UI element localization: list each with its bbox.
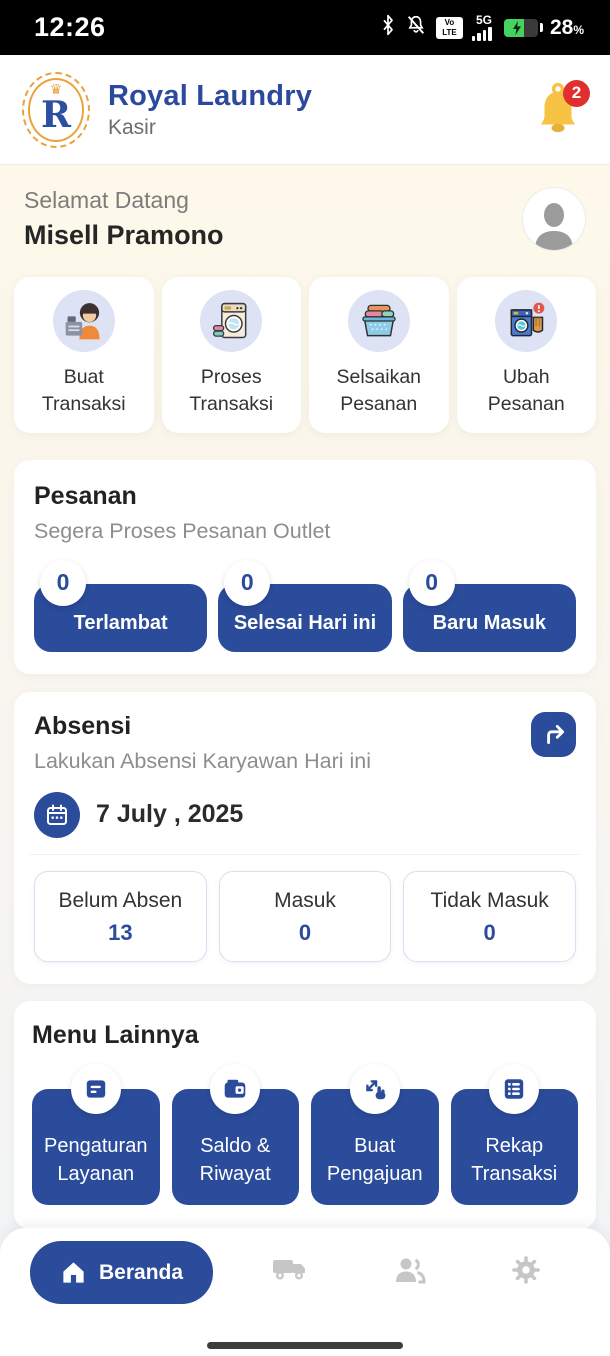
menu-button-label: Saldo & Riwayat [172,1089,300,1205]
royal-laundry-logo-icon [16,68,96,152]
nav-beranda-label: Beranda [99,1260,184,1284]
terlambat-button[interactable]: Terlambat [34,584,207,652]
welcome-section [24,187,586,251]
pesanan-subtitle: Segera Proses Pesanan Outlet [34,518,331,543]
washing-machine-icon [200,290,262,352]
quick-action-label: Buat Transaksi [41,366,126,416]
baru-masuk-button[interactable]: Baru Masuk [403,584,576,652]
menu-pengaturan-layanan[interactable] [32,1064,160,1205]
quick-action-selsaikan-pesanan[interactable] [309,277,449,433]
bluetooth-icon [380,14,396,41]
selesai-hari-ini-button[interactable]: Selesai Hari ini [218,584,391,652]
absensi-open-button[interactable] [531,712,576,757]
menu-button-label: Buat Pengajuan [311,1089,439,1205]
stat-belum-absen[interactable]: Belum Absen 13 [34,871,207,962]
app-title: Royal Laundry [108,79,313,112]
wallet-icon [210,1064,260,1114]
quick-action-label: Ubah Pesanan [487,366,565,416]
count-badge: 0 [40,560,86,606]
submission-icon [350,1064,400,1114]
menu-button-label: Pengaturan Layanan [32,1089,160,1205]
gear-icon [511,1255,541,1285]
pesanan-item-terlambat [34,560,207,652]
signal-bars-icon: 5G [472,14,492,41]
menu-lainnya-card [14,1001,596,1229]
user-avatar-icon [531,200,577,250]
quick-action-label: Proses Transaksi [189,366,274,416]
count-badge: 0 [409,560,455,606]
nav-delivery-button[interactable] [272,1256,308,1289]
cashier-icon [53,290,115,352]
main-content [0,165,610,1356]
menu-rekap-transaksi[interactable] [451,1064,579,1205]
battery-charging-icon [504,16,584,40]
nav-beranda-button[interactable] [30,1241,213,1304]
pesanan-item-baru-masuk [403,560,576,652]
redirect-arrow-icon [541,721,567,747]
menu-button-label: Rekap Transaksi [451,1089,579,1205]
pesanan-item-selesai-hari-ini [218,560,391,652]
bell-muted-icon [405,14,427,41]
attendance-date-row [34,792,576,838]
crown-icon: ♛ [49,80,63,97]
menu-saldo-riwayat[interactable] [172,1064,300,1205]
users-icon [393,1256,427,1284]
battery-percent-text: 28% [549,15,584,39]
pesanan-title: Pesanan [34,481,137,510]
home-indicator-bar[interactable] [207,1342,403,1349]
truck-icon [272,1256,308,1284]
menu-lainnya-title: Menu Lainnya [32,1020,199,1049]
greeting-label: Selamat Datang [24,187,189,213]
clock-time: 12:26 [34,12,106,42]
recap-icon [489,1064,539,1114]
user-name: Misell Pramono [24,220,224,250]
update-order-icon [495,290,557,352]
user-avatar[interactable] [522,187,586,251]
service-settings-icon [71,1064,121,1114]
absensi-title: Absensi [34,711,132,740]
attendance-date: 7 July , 2025 [96,800,244,829]
laundry-basket-icon [348,290,410,352]
quick-action-label: Selsaikan Pesanan [336,366,422,416]
notification-bell-button[interactable] [534,82,586,138]
count-badge: 0 [224,560,270,606]
quick-action-buat-transaksi[interactable] [14,277,154,433]
quick-action-proses-transaksi[interactable] [162,277,302,433]
nav-settings-button[interactable] [511,1255,541,1290]
stat-masuk[interactable]: Masuk 0 [219,871,392,962]
app-header [0,55,610,165]
bottom-navigation [0,1228,610,1356]
quick-action-ubah-pesanan[interactable] [457,277,597,433]
quick-actions-row [14,277,596,433]
home-icon [60,1259,87,1286]
volte-badge: Vo LTE [436,17,463,39]
calendar-icon [34,792,80,838]
absensi-card [14,692,596,984]
nav-employees-button[interactable] [393,1256,427,1289]
divider [30,854,580,855]
pesanan-card [14,460,596,674]
menu-buat-pengajuan[interactable] [311,1064,439,1205]
absensi-subtitle: Lakukan Absensi Karyawan Hari ini [34,748,372,773]
logo-letter: R [41,93,71,136]
user-role-label: Kasir [108,115,156,139]
notification-count-badge: 2 [563,80,590,107]
stat-tidak-masuk[interactable]: Tidak Masuk 0 [403,871,576,962]
status-bar [0,0,610,55]
